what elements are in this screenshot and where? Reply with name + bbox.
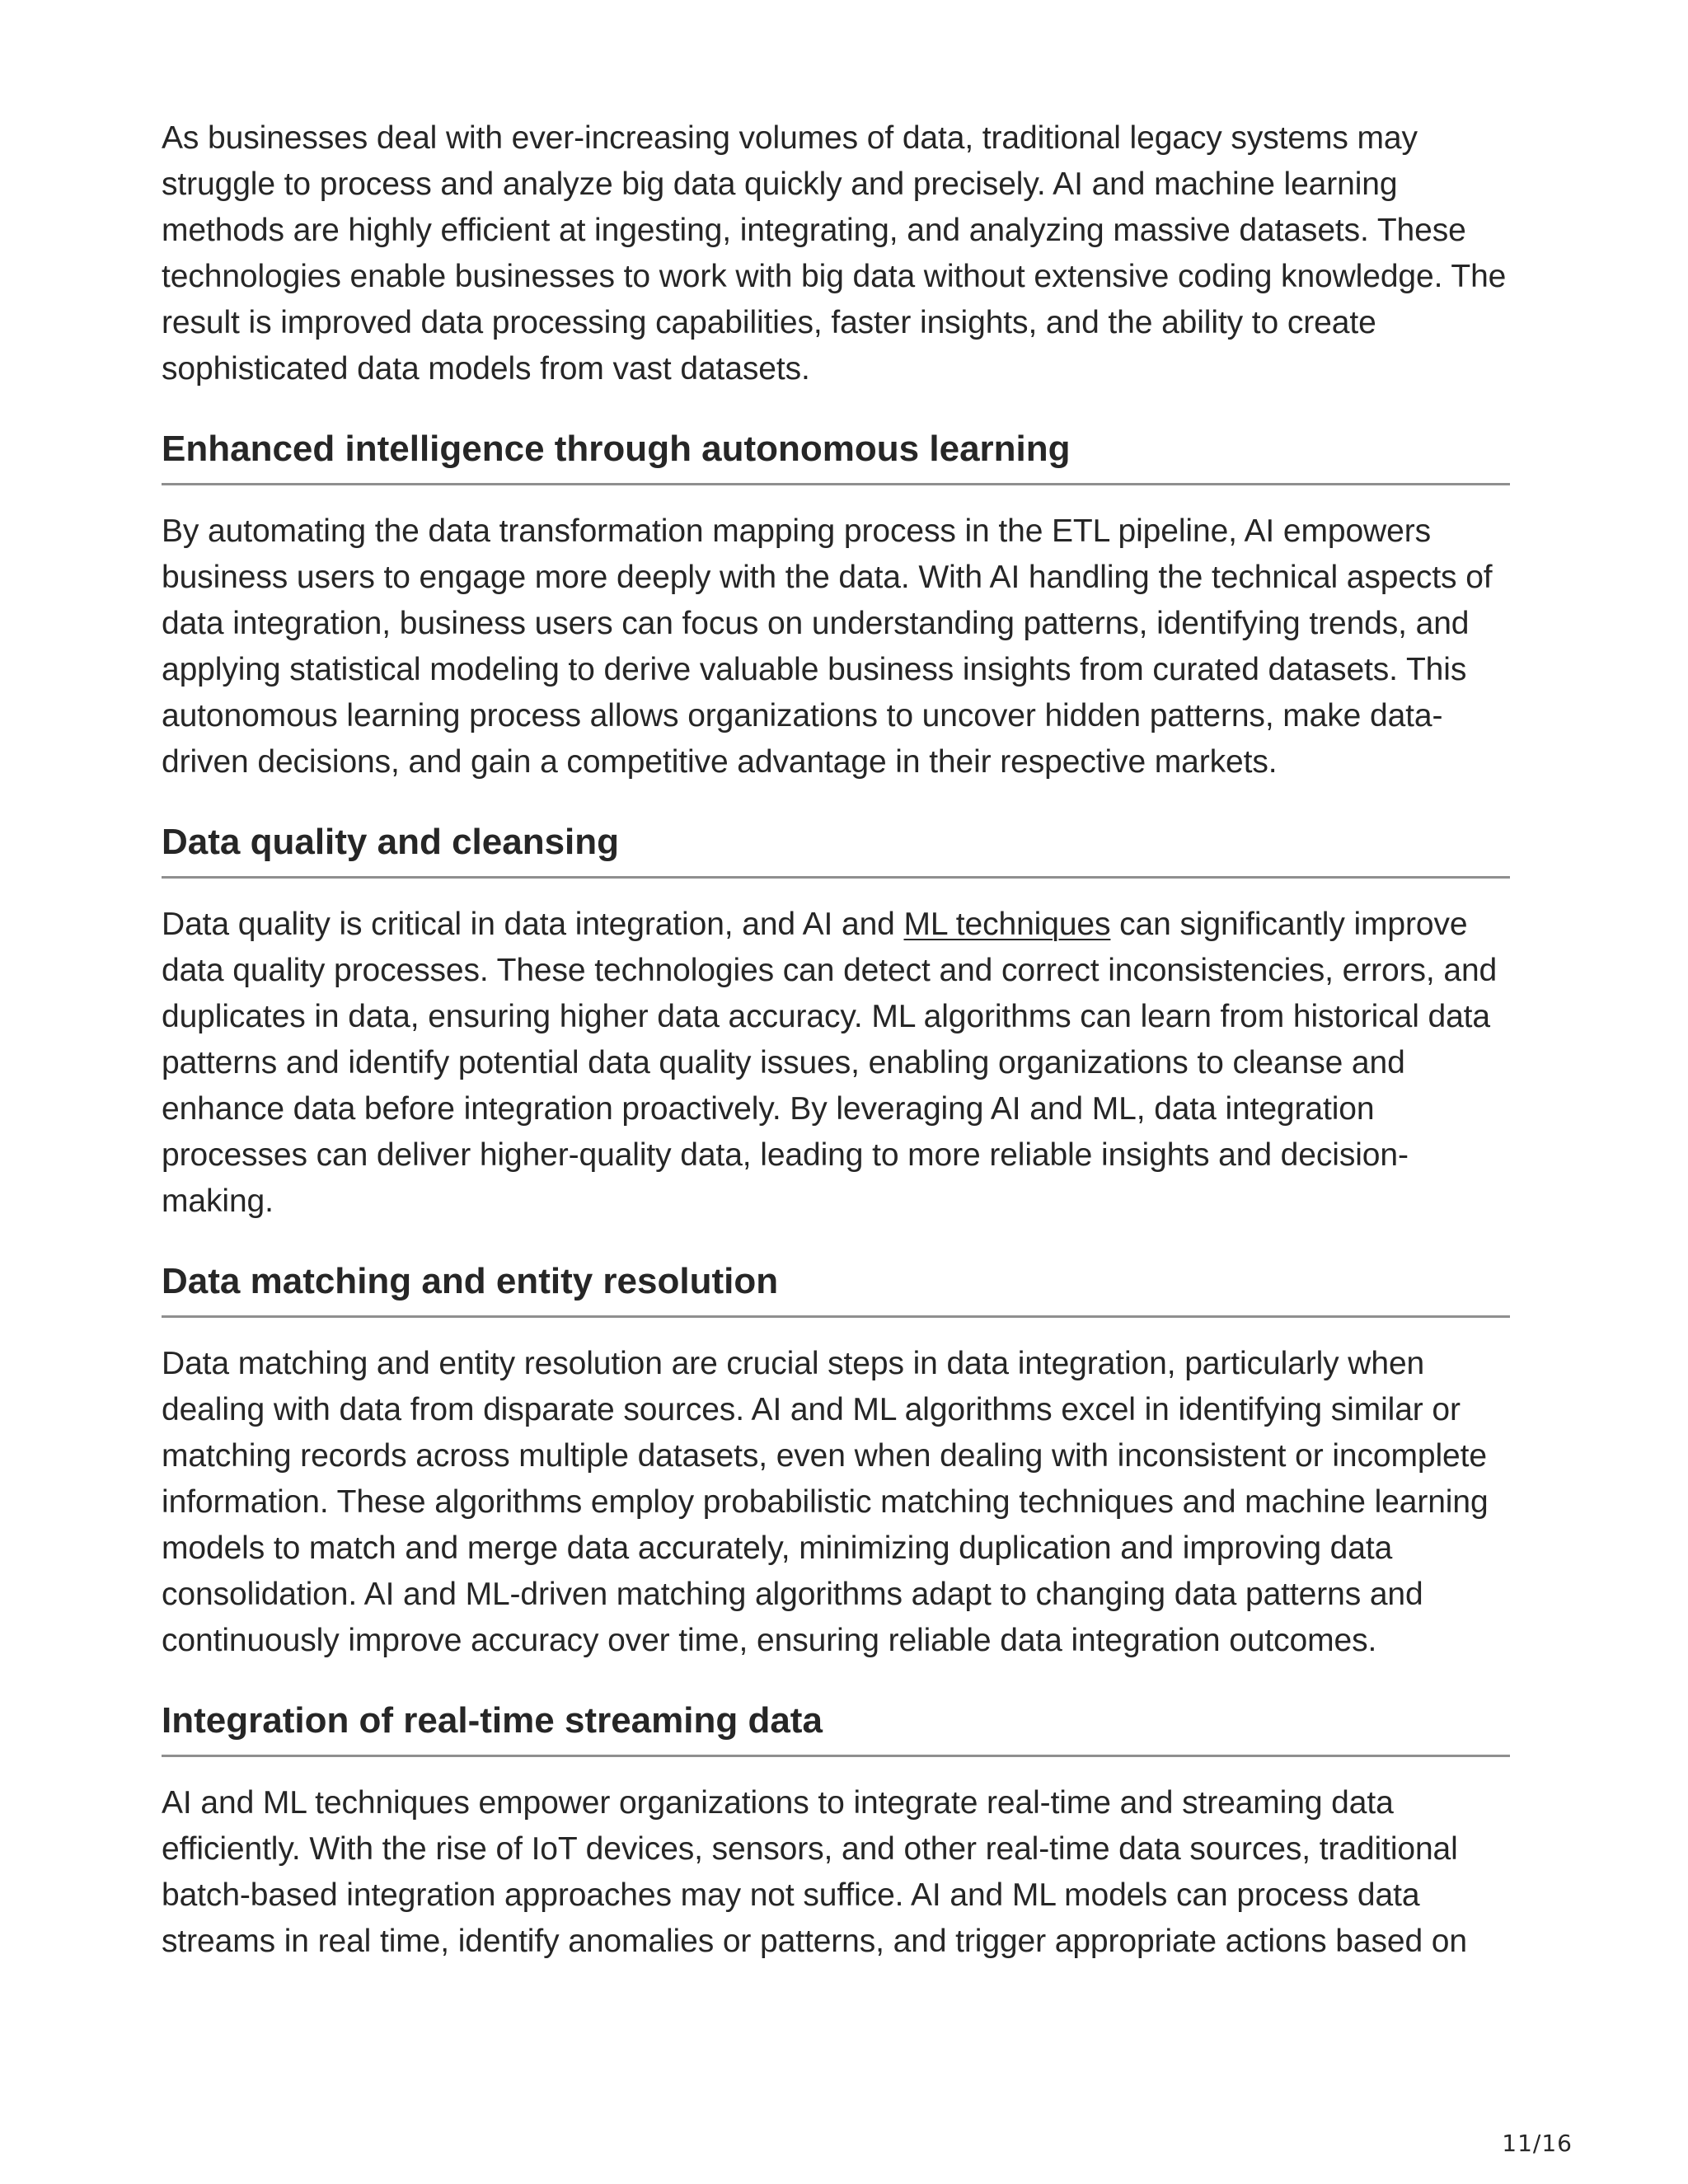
section-heading-data-matching: Data matching and entity resolution	[162, 1259, 1510, 1318]
section-heading-autonomous-learning: Enhanced intelligence through autonomous learning	[162, 427, 1510, 485]
section-heading-streaming-data: Integration of real-time streaming data	[162, 1699, 1510, 1757]
section-paragraph-streaming-data: AI and ML techniques empower organizations to integrate real-time and streaming data efficiently. With the rise of IoT devices, sensors, and other real-time data sources, traditional batch-based integration approaches may not suffice. AI and ML models can process data streams in real time, identify anomalies or patterns, and trigger appropriate actions based on	[162, 1785, 1467, 1959]
section-paragraph-data-quality	[162, 902, 1510, 1225]
page-number: 11/16	[1502, 2130, 1573, 2157]
data-quality-text-end: can significantly improve data quality processes. These technologies can detect and correct inconsistencies, errors, and duplicates in data, ensuring higher data accuracy. ML algorithms can learn from historical data patterns and identify potential data quality issues, enabling organizations to cleanse and enhance data before integration proactively. By leveraging AI and ML, data integration processes can deliver higher-quality data, leading to more reliable insights and decision-making.	[162, 907, 1498, 1219]
data-quality-text-start: Data quality is critical in data integration, and AI and	[162, 907, 904, 942]
section-heading-data-quality: Data quality and cleansing	[162, 820, 1510, 879]
article-body	[162, 115, 1510, 1965]
section-paragraph-autonomous-learning: By automating the data transformation mapping process in the ETL pipeline, AI empowers business users to engage more deeply with the data. With AI handling the technical aspects of data integration, business users can focus on understanding patterns, identifying trends, and applying statistical modeling to derive valuable business insights from curated datasets. This autonomous learning process allows organizations to uncover hidden patterns, make data-driven decisions, and gain a competitive advantage in their respective markets.	[162, 513, 1493, 780]
section-paragraph-data-matching: Data matching and entity resolution are crucial steps in data integration, particularly when dealing with data from disparate sources. AI and ML algorithms excel in identifying similar or matching records across multiple datasets, even when dealing with inconsistent or incomplete information. These algorithms employ probabilistic matching techniques and machine learning models to match and merge data accurately, minimizing duplication and improving data consolidation. AI and ML-driven matching algorithms adapt to changing data patterns and continuously improve accuracy over time, ensuring reliable data integration outcomes.	[162, 1346, 1489, 1658]
ml-techniques-link[interactable]: ML techniques	[903, 907, 1111, 942]
intro-paragraph: As businesses deal with ever-increasing volumes of data, traditional legacy systems may struggle to process and analyze big data quickly and precisely. AI and machine learning methods are highly efficient at ingesting, integrating, and analyzing massive datasets. These technologies enable businesses to work with big data without extensive coding knowledge. The result is improved data processing capabilities, faster insights, and the ability to create sophisticated data models from vast datasets.	[162, 120, 1507, 387]
